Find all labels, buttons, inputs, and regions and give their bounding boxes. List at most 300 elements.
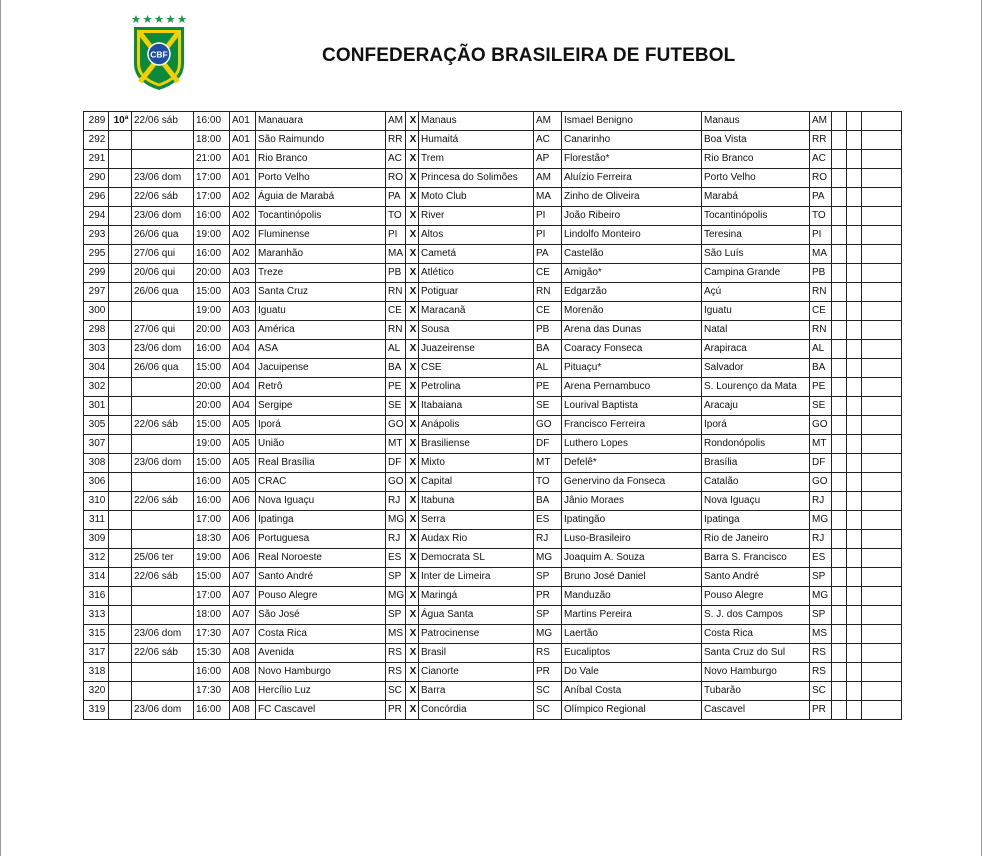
city-state: PA	[810, 188, 832, 207]
away-team: Trem	[419, 150, 534, 169]
away-team: Manaus	[419, 112, 534, 131]
blank-cell	[832, 112, 847, 131]
home-team: Maranhão	[256, 245, 386, 264]
blank-cell	[847, 511, 862, 530]
match-time: 17:00	[194, 169, 230, 188]
group-code: A07	[230, 606, 256, 625]
stadium: Luso-Brasileiro	[562, 530, 702, 549]
blank-cell	[847, 112, 862, 131]
stadium: Defelê*	[562, 454, 702, 473]
match-time: 16:00	[194, 340, 230, 359]
fixture-row	[84, 112, 902, 131]
blank-cell	[847, 587, 862, 606]
blank-cell	[832, 416, 847, 435]
stadium: Amigão*	[562, 264, 702, 283]
away-team: Humaitá	[419, 131, 534, 150]
versus-mark: X	[406, 264, 419, 283]
stadium: Castelão	[562, 245, 702, 264]
home-team: Sergipe	[256, 397, 386, 416]
blank-cell	[847, 473, 862, 492]
blank-cell	[862, 644, 902, 663]
fixture-row	[84, 568, 902, 587]
match-date: 23/06 dom	[132, 207, 194, 226]
blank-cell	[847, 340, 862, 359]
group-code: A03	[230, 283, 256, 302]
home-team: Costa Rica	[256, 625, 386, 644]
fixture-row	[84, 473, 902, 492]
round-cell	[109, 321, 132, 340]
round-cell	[109, 378, 132, 397]
versus-mark: X	[406, 397, 419, 416]
city: Tocantinópolis	[702, 207, 810, 226]
match-time: 15:00	[194, 283, 230, 302]
away-state: SP	[534, 568, 562, 587]
city-state: GO	[810, 416, 832, 435]
round-cell: 10ª	[109, 112, 132, 131]
blank-cell	[847, 568, 862, 587]
blank-cell	[832, 530, 847, 549]
blank-cell	[847, 397, 862, 416]
versus-mark: X	[406, 492, 419, 511]
round-cell	[109, 207, 132, 226]
match-number: 313	[84, 606, 109, 625]
match-date: 23/06 dom	[132, 169, 194, 188]
away-state: CE	[534, 302, 562, 321]
stadium: Laertão	[562, 625, 702, 644]
versus-mark: X	[406, 568, 419, 587]
home-team: América	[256, 321, 386, 340]
blank-cell	[862, 245, 902, 264]
stadium: Ipatingão	[562, 511, 702, 530]
home-state: RO	[386, 169, 406, 188]
match-time: 16:00	[194, 245, 230, 264]
city-state: SC	[810, 682, 832, 701]
blank-cell	[862, 492, 902, 511]
versus-mark: X	[406, 226, 419, 245]
home-team: Porto Velho	[256, 169, 386, 188]
match-time: 20:00	[194, 264, 230, 283]
city: Iporá	[702, 416, 810, 435]
group-code: A08	[230, 644, 256, 663]
home-team: Hercílio Luz	[256, 682, 386, 701]
home-state: MT	[386, 435, 406, 454]
away-team: Democrata SL	[419, 549, 534, 568]
group-code: A01	[230, 131, 256, 150]
round-cell	[109, 340, 132, 359]
city: Aracaju	[702, 397, 810, 416]
city: Salvador	[702, 359, 810, 378]
versus-mark: X	[406, 435, 419, 454]
home-team: Real Noroeste	[256, 549, 386, 568]
away-team: Cianorte	[419, 663, 534, 682]
match-time: 17:30	[194, 625, 230, 644]
versus-mark: X	[406, 340, 419, 359]
blank-cell	[832, 549, 847, 568]
fixture-row	[84, 359, 902, 378]
blank-cell	[832, 226, 847, 245]
round-cell	[109, 245, 132, 264]
fixture-row	[84, 454, 902, 473]
away-team: Patrocinense	[419, 625, 534, 644]
home-team: Iguatu	[256, 302, 386, 321]
blank-cell	[832, 625, 847, 644]
group-code: A08	[230, 682, 256, 701]
home-state: PB	[386, 264, 406, 283]
match-number: 317	[84, 644, 109, 663]
away-team: Anápolis	[419, 416, 534, 435]
blank-cell	[832, 359, 847, 378]
home-state: RJ	[386, 492, 406, 511]
home-state: MG	[386, 511, 406, 530]
stadium: Arena Pernambuco	[562, 378, 702, 397]
group-code: A04	[230, 378, 256, 397]
away-team: Itabaiana	[419, 397, 534, 416]
versus-mark: X	[406, 416, 419, 435]
blank-cell	[862, 378, 902, 397]
home-state: SC	[386, 682, 406, 701]
fixture-row	[84, 663, 902, 682]
match-date	[132, 435, 194, 454]
home-state: AM	[386, 112, 406, 131]
group-code: A01	[230, 169, 256, 188]
round-cell	[109, 530, 132, 549]
round-cell	[109, 169, 132, 188]
match-number: 294	[84, 207, 109, 226]
home-state: ES	[386, 549, 406, 568]
away-state: GO	[534, 416, 562, 435]
city: Porto Velho	[702, 169, 810, 188]
blank-cell	[862, 568, 902, 587]
city: Teresina	[702, 226, 810, 245]
match-number: 308	[84, 454, 109, 473]
home-state: RS	[386, 644, 406, 663]
blank-cell	[862, 397, 902, 416]
fixture-row	[84, 549, 902, 568]
fixture-row	[84, 131, 902, 150]
match-time: 15:00	[194, 454, 230, 473]
blank-cell	[847, 321, 862, 340]
city: Açú	[702, 283, 810, 302]
round-cell	[109, 587, 132, 606]
away-state: RS	[534, 644, 562, 663]
blank-cell	[847, 644, 862, 663]
blank-cell	[847, 416, 862, 435]
round-cell	[109, 644, 132, 663]
stadium: Edgarzão	[562, 283, 702, 302]
blank-cell	[862, 549, 902, 568]
match-time: 19:00	[194, 549, 230, 568]
group-code: A02	[230, 207, 256, 226]
blank-cell	[847, 226, 862, 245]
blank-cell	[862, 416, 902, 435]
match-number: 320	[84, 682, 109, 701]
versus-mark: X	[406, 663, 419, 682]
match-number: 307	[84, 435, 109, 454]
blank-cell	[832, 378, 847, 397]
round-cell	[109, 625, 132, 644]
city-state: RJ	[810, 492, 832, 511]
round-cell	[109, 435, 132, 454]
fixture-row	[84, 644, 902, 663]
blank-cell	[832, 663, 847, 682]
match-time: 15:30	[194, 644, 230, 663]
home-state: PA	[386, 188, 406, 207]
away-state: DF	[534, 435, 562, 454]
versus-mark: X	[406, 549, 419, 568]
blank-cell	[832, 644, 847, 663]
away-team: CSE	[419, 359, 534, 378]
blank-cell	[862, 226, 902, 245]
stadium: Olímpico Regional	[562, 701, 702, 720]
blank-cell	[862, 511, 902, 530]
city-state: RN	[810, 321, 832, 340]
blank-cell	[862, 112, 902, 131]
blank-cell	[832, 283, 847, 302]
match-time: 15:00	[194, 568, 230, 587]
home-state: MA	[386, 245, 406, 264]
match-date: 22/06 sáb	[132, 492, 194, 511]
match-date	[132, 150, 194, 169]
city: Santo André	[702, 568, 810, 587]
page-title: CONFEDERAÇÃO BRASILEIRA DE FUTEBOL	[322, 45, 736, 66]
away-team: Barra	[419, 682, 534, 701]
stadium: Luthero Lopes	[562, 435, 702, 454]
blank-cell	[847, 625, 862, 644]
away-team: Brasiliense	[419, 435, 534, 454]
city: Marabá	[702, 188, 810, 207]
home-team: Fluminense	[256, 226, 386, 245]
group-code: A07	[230, 568, 256, 587]
fixture-row	[84, 682, 902, 701]
match-number: 312	[84, 549, 109, 568]
stadium: Lourival Baptista	[562, 397, 702, 416]
city-state: SP	[810, 568, 832, 587]
blank-cell	[847, 663, 862, 682]
match-time: 15:00	[194, 359, 230, 378]
away-state: PI	[534, 226, 562, 245]
match-date: 23/06 dom	[132, 340, 194, 359]
city-state: PI	[810, 226, 832, 245]
group-code: A05	[230, 435, 256, 454]
away-state: PA	[534, 245, 562, 264]
match-date	[132, 587, 194, 606]
away-team: Água Santa	[419, 606, 534, 625]
blank-cell	[832, 169, 847, 188]
city: Boa Vista	[702, 131, 810, 150]
stadium: Bruno José Daniel	[562, 568, 702, 587]
blank-cell	[862, 283, 902, 302]
match-date	[132, 663, 194, 682]
city-state: MA	[810, 245, 832, 264]
group-code: A01	[230, 150, 256, 169]
blank-cell	[832, 511, 847, 530]
match-number: 314	[84, 568, 109, 587]
home-team: Iporá	[256, 416, 386, 435]
city-state: SE	[810, 397, 832, 416]
versus-mark: X	[406, 321, 419, 340]
match-date: 23/06 dom	[132, 701, 194, 720]
blank-cell	[862, 473, 902, 492]
match-time: 16:00	[194, 112, 230, 131]
city: Brasília	[702, 454, 810, 473]
home-team: ASA	[256, 340, 386, 359]
fixture-row	[84, 226, 902, 245]
versus-mark: X	[406, 473, 419, 492]
round-cell	[109, 682, 132, 701]
away-team: Princesa do Solimões	[419, 169, 534, 188]
blank-cell	[847, 283, 862, 302]
group-code: A06	[230, 530, 256, 549]
blank-cell	[847, 435, 862, 454]
match-number: 306	[84, 473, 109, 492]
stadium: Zinho de Oliveira	[562, 188, 702, 207]
home-team: Rio Branco	[256, 150, 386, 169]
blank-cell	[832, 340, 847, 359]
home-state: RJ	[386, 530, 406, 549]
group-code: A02	[230, 226, 256, 245]
blank-cell	[847, 302, 862, 321]
match-date	[132, 473, 194, 492]
home-state: TO	[386, 207, 406, 226]
blank-cell	[832, 701, 847, 720]
blank-cell	[847, 701, 862, 720]
away-state: PI	[534, 207, 562, 226]
group-code: A08	[230, 663, 256, 682]
stadium: Martins Pereira	[562, 606, 702, 625]
city-state: TO	[810, 207, 832, 226]
logo-text: CBF	[150, 49, 168, 60]
city-state: MG	[810, 511, 832, 530]
home-state: DF	[386, 454, 406, 473]
match-number: 303	[84, 340, 109, 359]
away-team: Mixto	[419, 454, 534, 473]
blank-cell	[847, 549, 862, 568]
match-time: 15:00	[194, 416, 230, 435]
match-time: 16:00	[194, 473, 230, 492]
home-team: União	[256, 435, 386, 454]
home-team: Avenida	[256, 644, 386, 663]
versus-mark: X	[406, 131, 419, 150]
city-state: RS	[810, 663, 832, 682]
blank-cell	[862, 264, 902, 283]
fixture-row	[84, 492, 902, 511]
away-state: AM	[534, 169, 562, 188]
group-code: A05	[230, 454, 256, 473]
blank-cell	[862, 606, 902, 625]
match-time: 17:30	[194, 682, 230, 701]
match-number: 309	[84, 530, 109, 549]
blank-cell	[847, 682, 862, 701]
blank-cell	[847, 264, 862, 283]
fixture-row	[84, 511, 902, 530]
home-team: Real Brasília	[256, 454, 386, 473]
blank-cell	[862, 587, 902, 606]
match-number: 290	[84, 169, 109, 188]
away-state: SC	[534, 682, 562, 701]
city-state: AM	[810, 112, 832, 131]
blank-cell	[862, 682, 902, 701]
away-state: BA	[534, 340, 562, 359]
match-time: 18:00	[194, 131, 230, 150]
round-cell	[109, 549, 132, 568]
city-state: MT	[810, 435, 832, 454]
stadium: Manduzão	[562, 587, 702, 606]
home-state: GO	[386, 473, 406, 492]
city: Ipatinga	[702, 511, 810, 530]
city: São Luís	[702, 245, 810, 264]
group-code: A01	[230, 112, 256, 131]
away-team: Moto Club	[419, 188, 534, 207]
blank-cell	[862, 435, 902, 454]
fixture-row	[84, 530, 902, 549]
blank-cell	[862, 150, 902, 169]
city-state: SP	[810, 606, 832, 625]
match-number: 298	[84, 321, 109, 340]
away-state: MG	[534, 625, 562, 644]
match-date	[132, 131, 194, 150]
stadium: Eucaliptos	[562, 644, 702, 663]
stadium: Ismael Benigno	[562, 112, 702, 131]
city: Nova Iguaçu	[702, 492, 810, 511]
match-date: 23/06 dom	[132, 625, 194, 644]
fixture-row	[84, 397, 902, 416]
stadium: Lindolfo Monteiro	[562, 226, 702, 245]
blank-cell	[862, 302, 902, 321]
fixture-row	[84, 264, 902, 283]
match-time: 17:00	[194, 188, 230, 207]
round-cell	[109, 283, 132, 302]
match-number: 305	[84, 416, 109, 435]
blank-cell	[847, 131, 862, 150]
blank-cell	[847, 188, 862, 207]
home-state: RN	[386, 321, 406, 340]
away-state: PB	[534, 321, 562, 340]
city-state: PE	[810, 378, 832, 397]
home-state: PI	[386, 226, 406, 245]
blank-cell	[832, 188, 847, 207]
group-code: A03	[230, 264, 256, 283]
away-state: SC	[534, 701, 562, 720]
match-date	[132, 302, 194, 321]
match-number: 299	[84, 264, 109, 283]
blank-cell	[832, 606, 847, 625]
match-date: 26/06 qua	[132, 226, 194, 245]
home-state: BA	[386, 359, 406, 378]
versus-mark: X	[406, 245, 419, 264]
away-state: PR	[534, 587, 562, 606]
home-state: PE	[386, 378, 406, 397]
city-state: BA	[810, 359, 832, 378]
blank-cell	[832, 264, 847, 283]
blank-cell	[862, 701, 902, 720]
fixture-row	[84, 435, 902, 454]
stadium: Joaquim A. Souza	[562, 549, 702, 568]
round-cell	[109, 188, 132, 207]
group-code: A02	[230, 245, 256, 264]
home-team: Manauara	[256, 112, 386, 131]
away-state: BA	[534, 492, 562, 511]
city: Novo Hamburgo	[702, 663, 810, 682]
versus-mark: X	[406, 169, 419, 188]
fixture-row	[84, 321, 902, 340]
versus-mark: X	[406, 511, 419, 530]
match-date: 22/06 sáb	[132, 416, 194, 435]
away-state: MA	[534, 188, 562, 207]
match-number: 311	[84, 511, 109, 530]
round-cell	[109, 511, 132, 530]
away-team: Potiguar	[419, 283, 534, 302]
match-time: 16:00	[194, 492, 230, 511]
